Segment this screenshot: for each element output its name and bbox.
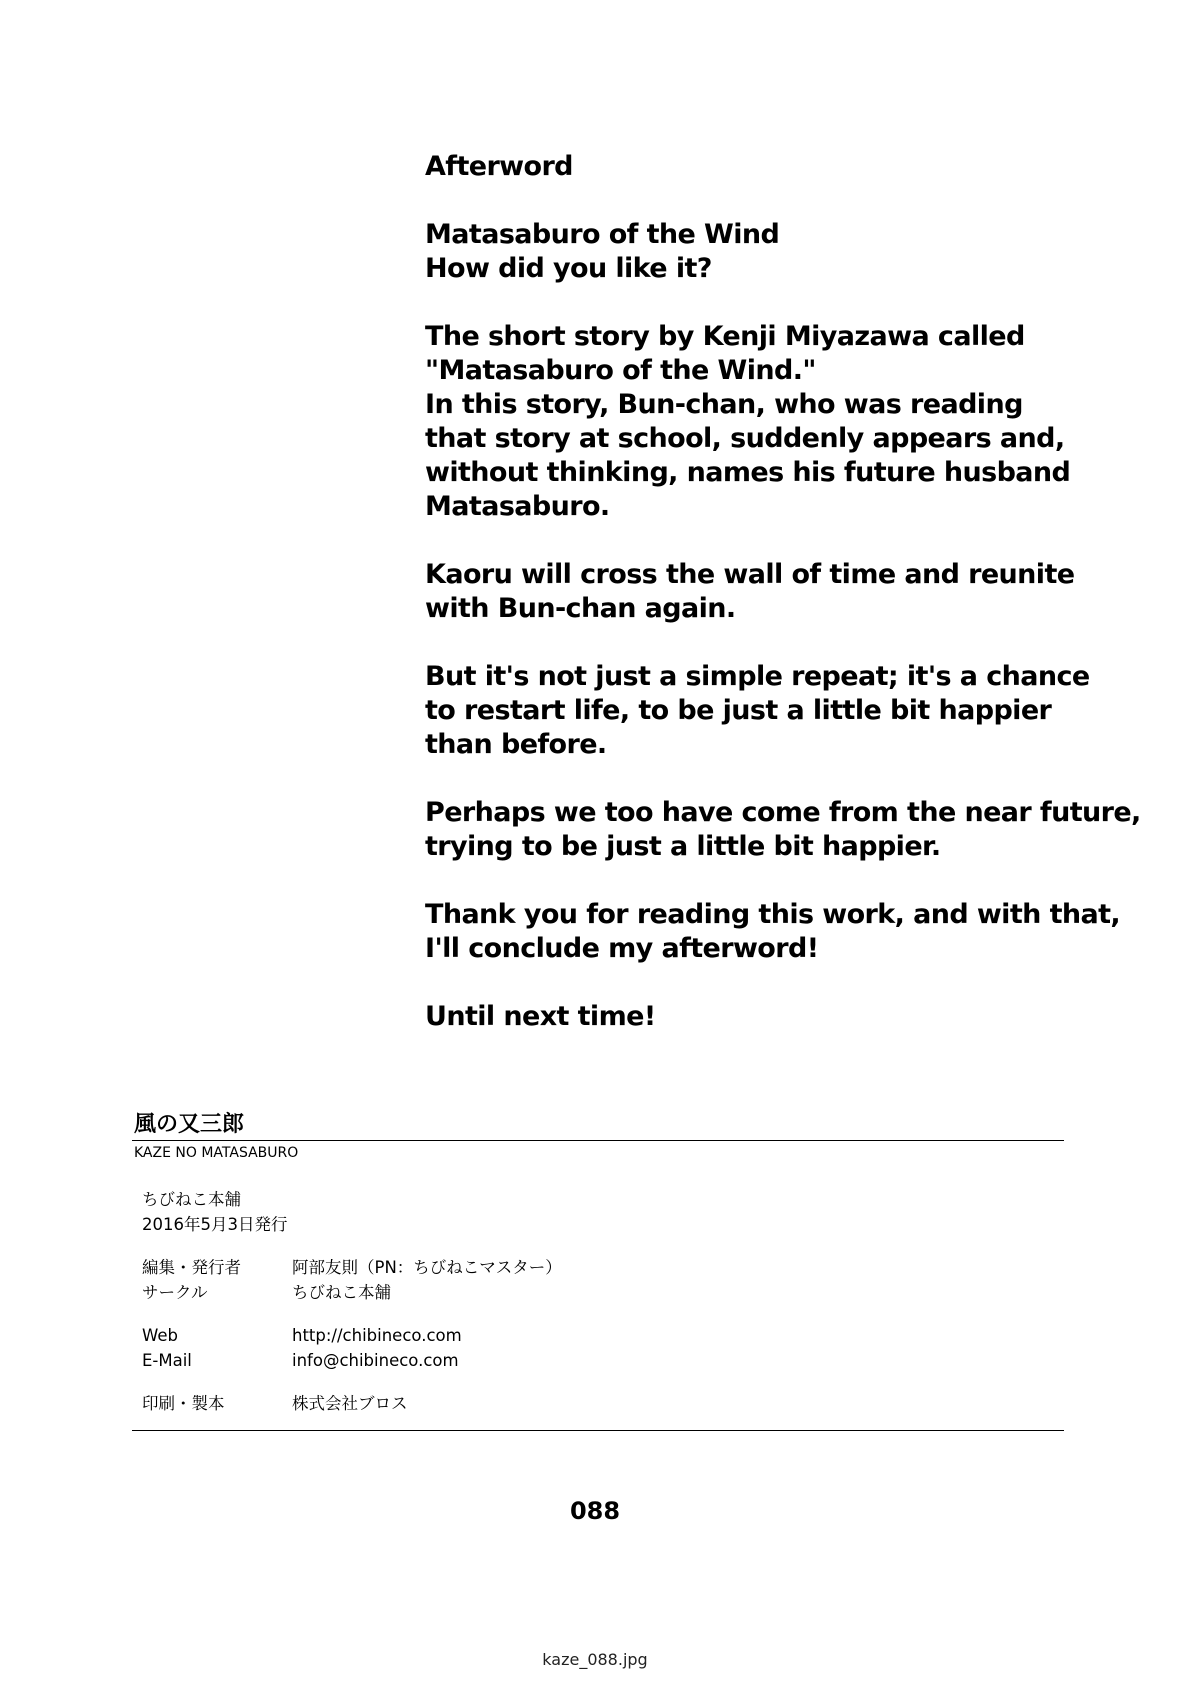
web-link[interactable]: http://chibineco.com — [292, 1326, 462, 1345]
circle-name: ちびねこ本舗 — [142, 1190, 241, 1209]
afterword-heading: Afterword — [425, 151, 573, 182]
afterword-line: Thank you for reading this work, and with that, — [425, 899, 1121, 930]
colophon-label: 印刷・製本 — [142, 1394, 225, 1413]
afterword-line: Matasaburo. — [425, 491, 610, 522]
afterword-line: with Bun-chan again. — [425, 593, 736, 624]
afterword-paragraph-4 — [425, 558, 1075, 626]
colophon-value: 株式会社ブロス — [292, 1394, 408, 1413]
colophon-title-en: KAZE NO MATASABURO — [134, 1145, 299, 1161]
afterword-line: Until next time! — [425, 1001, 656, 1032]
colophon — [132, 1110, 1064, 1431]
afterword-line: than before. — [425, 729, 607, 760]
colophon-value: ちびねこ本舗 — [292, 1283, 391, 1302]
afterword-paragraph-1 — [425, 150, 1065, 184]
publish-date: 2016年5月3日発行 — [142, 1215, 288, 1234]
colophon-value: 阿部友則（PN：ちびねこマスター） — [292, 1258, 562, 1277]
colophon-publisher-block — [132, 1187, 1064, 1416]
spacer — [142, 1373, 1064, 1391]
afterword-line: trying to be just a little bit happier. — [425, 831, 941, 862]
afterword-paragraph-6 — [425, 796, 1141, 864]
afterword-line: "Matasaburo of the Wind." — [425, 355, 816, 386]
afterword-line: Perhaps we too have come from the near future, — [425, 797, 1141, 828]
spacer — [142, 1237, 1064, 1255]
afterword-line: How did you like it? — [425, 253, 712, 284]
afterword-line: that story at school, suddenly appears and, — [425, 423, 1065, 454]
colophon-row-web — [142, 1323, 1064, 1348]
afterword-line: Matasaburo of the Wind — [425, 219, 780, 250]
afterword-paragraph-3 — [425, 320, 1071, 524]
colophon-label: 編集・発行者 — [142, 1258, 241, 1277]
colophon-title-jp: 風の又三郎 — [134, 1112, 245, 1137]
afterword-line: The short story by Kenji Miyazawa called — [425, 321, 1025, 352]
email-link[interactable]: info@chibineco.com — [292, 1351, 459, 1370]
colophon-row-printer — [142, 1391, 1064, 1416]
colophon-label: サークル — [142, 1283, 208, 1302]
spacer — [142, 1305, 1064, 1323]
afterword-text — [425, 150, 1141, 1068]
colophon-row-circle — [142, 1280, 1064, 1305]
afterword-line: But it's not just a simple repeat; it's a chance — [425, 661, 1090, 692]
colophon-row-editor — [142, 1255, 1064, 1280]
afterword-paragraph-2 — [425, 218, 1065, 286]
colophon-row-email — [142, 1348, 1064, 1373]
colophon-label: Web — [142, 1326, 178, 1345]
afterword-paragraph-8 — [425, 1000, 1065, 1034]
page-number: 088 — [569, 1497, 621, 1525]
colophon-label: E-Mail — [142, 1351, 192, 1370]
afterword-paragraph-5 — [425, 660, 1090, 762]
afterword-line: I'll conclude my afterword! — [425, 933, 819, 964]
filename-caption: kaze_088.jpg — [542, 1650, 648, 1669]
afterword-line: without thinking, names his future husband — [425, 457, 1071, 488]
afterword-paragraph-7 — [425, 898, 1121, 966]
colophon-top-rule — [132, 1140, 1064, 1141]
afterword-line: Kaoru will cross the wall of time and reunite — [425, 559, 1075, 590]
afterword-line: to restart life, to be just a little bit happier — [425, 695, 1052, 726]
afterword-line: In this story, Bun-chan, who was reading — [425, 389, 1023, 420]
colophon-bottom-rule — [132, 1430, 1064, 1431]
